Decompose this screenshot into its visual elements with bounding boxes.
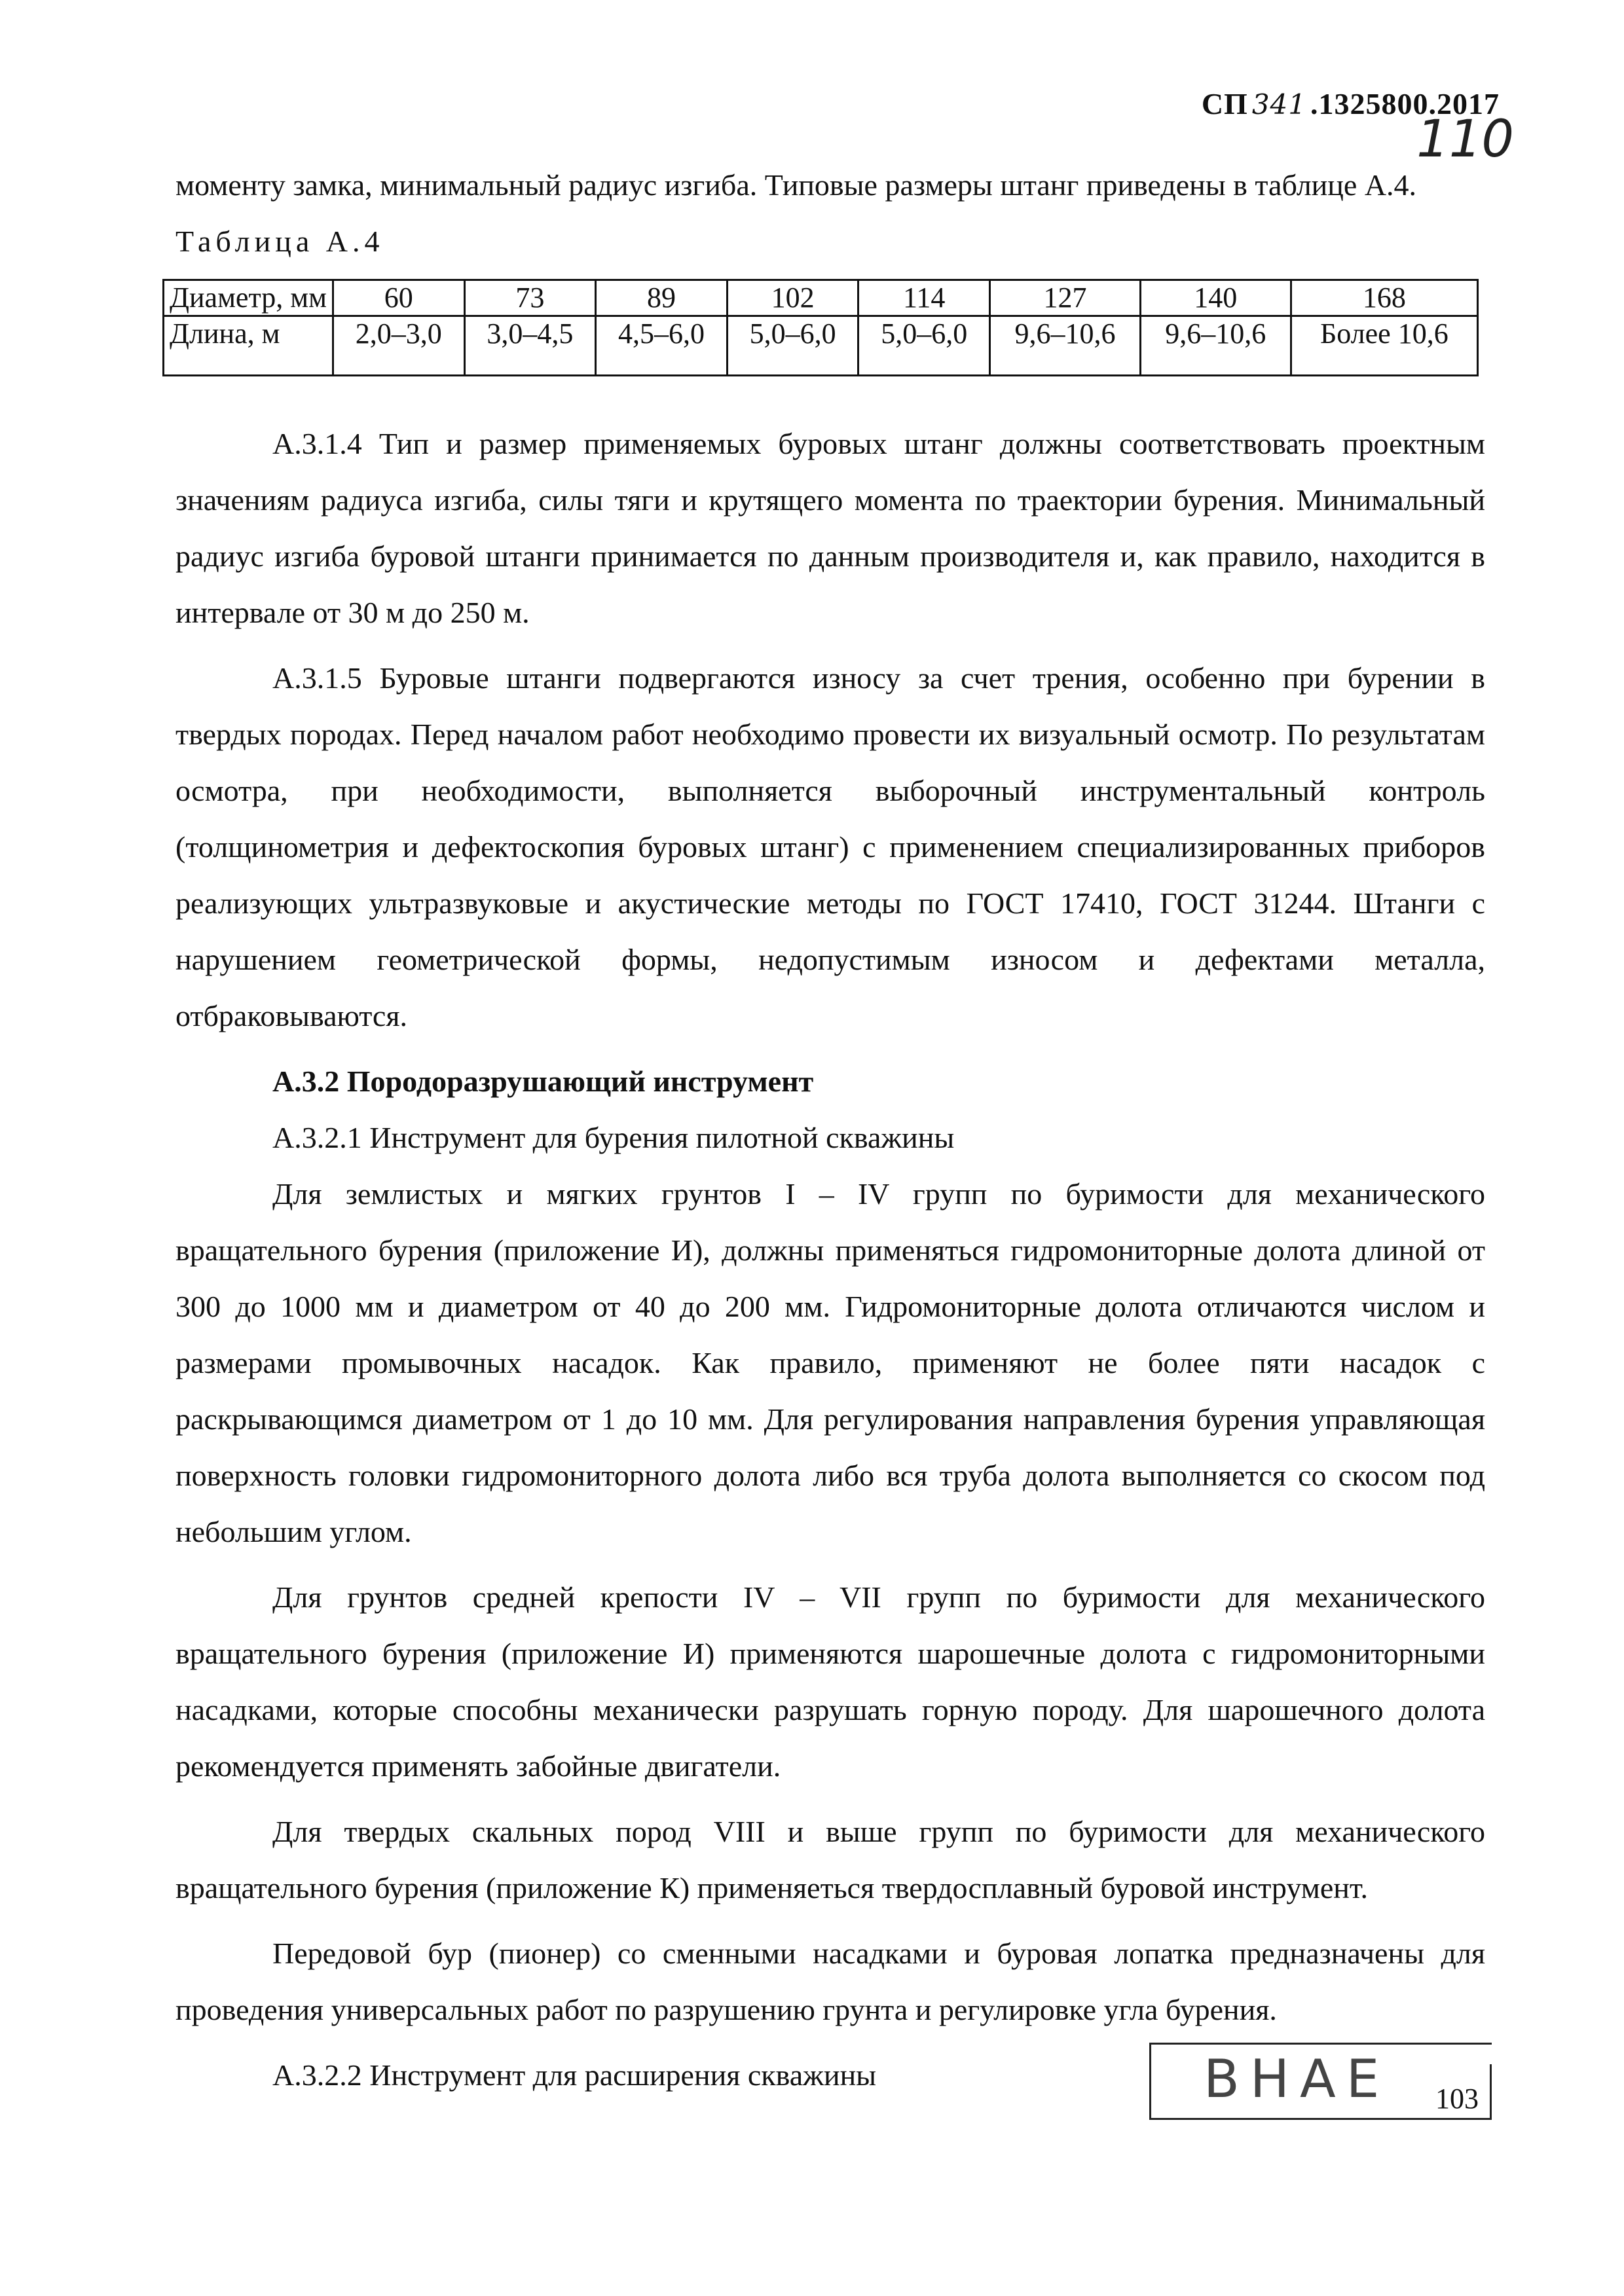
table-cell: 168 (1291, 280, 1477, 316)
table-caption: Таблица А.4 (175, 225, 384, 258)
code-suffix: .1325800.2017 (1310, 87, 1500, 120)
subsection-heading-a321: А.3.2.1 Инструмент для бурения пилотной скважины (272, 1121, 955, 1154)
table-cell: 2,0–3,0 (333, 316, 465, 376)
table-cell: 60 (333, 280, 465, 316)
table-cell: Более 10,6 (1291, 316, 1477, 376)
document-body (170, 157, 1485, 2104)
table-cell: 5,0–6,0 (858, 316, 990, 376)
table-cell: 73 (464, 280, 596, 316)
table-row-length (164, 316, 1478, 376)
paragraph-pioneer: Передовой бур (пионер) со сменными насадками и буровая лопатка предназначены для проведения универсальных работ по разрушению грунта и регулировке угла бурения. (175, 1937, 1485, 2026)
paragraph-a315: А.3.1.5 Буровые штанги подвергаются износу за счет трения, особенно при бурении в твердых породах. Перед началом работ необходимо провести их визуальный осмотр. По результатам осмотра, при необходимости, выполняется выборочный инструментальный контроль (толщинометрия и дефектоскопия буровых штанг) с применением специализированных приборов реализующих ультразвуковые и акустические методы по ГОСТ 17410, ГОСТ 31244. Штанги с нарушением геометрической формы, недопустимым износом и дефектами металла, отбраковываются. (175, 661, 1485, 1032)
page-number: 103 (1435, 2083, 1479, 2115)
paragraph-a314: А.3.1.4 Тип и размер применяемых буровых штанг должны соответствовать проектным значениям радиуса изгиба, силы тяги и крутящего момента по траектории бурения. Минимальный радиус изгиба буровой штанги принимается по данным производителя и, как правило, находится в интервале от 30 м до 250 м. (175, 427, 1485, 629)
table-cell: 5,0–6,0 (727, 316, 858, 376)
table-cell: 140 (1140, 280, 1291, 316)
table-row-diameter (164, 280, 1478, 316)
paragraph-soft-soils: Для землистых и мягких грунтов I – IV групп по буримости для механического вращательного бурения (приложение И), должны применяться гидромониторные долота длиной от 300 до 1000 мм и диаметром от 40 до 200 мм. Гидромониторные долота отличаются числом и размерами промывочных насадок. Как правило, применяют не более пяти насадок с раскрывающимся диаметром от 1 до 10 мм. Для регулирования направления бурения управляющая поверхность головки гидромониторного долота либо вся труба долота выполняется со скосом под небольшим углом. (175, 1177, 1485, 1548)
subsection-heading-a322: А.3.2.2 Инструмент для расширения скважины (272, 2058, 877, 2092)
row-header-diameter: Диаметр, мм (164, 280, 333, 316)
intro-paragraph: моменту замка, минимальный радиус изгиба. Типовые размеры штанг приведены в таблице А.4. (175, 168, 1417, 202)
table-cell: 127 (990, 280, 1141, 316)
table-cell: 89 (596, 280, 728, 316)
stamp-text: ВНАЕ (1204, 2049, 1390, 2109)
table-cell: 9,6–10,6 (1140, 316, 1291, 376)
table-cell: 3,0–4,5 (464, 316, 596, 376)
table-cell: 114 (858, 280, 990, 316)
paragraph-medium-soils: Для грунтов средней крепости IV – VII групп по буримости для механического вращательного бурения (приложение И) применяются шарошечные долота с гидромониторными насадками, которые способны механически разрушать горную породу. Для шарошечного долота рекомендуется применять забойные двигатели. (175, 1580, 1485, 1783)
stamp-box (1149, 2043, 1492, 2120)
table-cell: 4,5–6,0 (596, 316, 728, 376)
section-heading-a32: А.3.2 Породоразрушающий инструмент (272, 1065, 814, 1098)
handwritten-code-number: 341 (1251, 88, 1306, 120)
pipe-dimensions-table (162, 279, 1479, 376)
paragraph-hard-rock: Для твердых скальных пород VIII и выше групп по буримости для механического вращательного бурения (приложение К) применяеться твердосплавный буровой инструмент. (175, 1815, 1485, 1904)
row-header-length: Длина, м (164, 316, 333, 376)
stamp-divider (1490, 2064, 1492, 2118)
table-cell: 9,6–10,6 (990, 316, 1141, 376)
table-cell: 102 (727, 280, 858, 316)
code-prefix: СП (1201, 87, 1248, 120)
handwritten-page-number: 110 (1416, 110, 1514, 169)
